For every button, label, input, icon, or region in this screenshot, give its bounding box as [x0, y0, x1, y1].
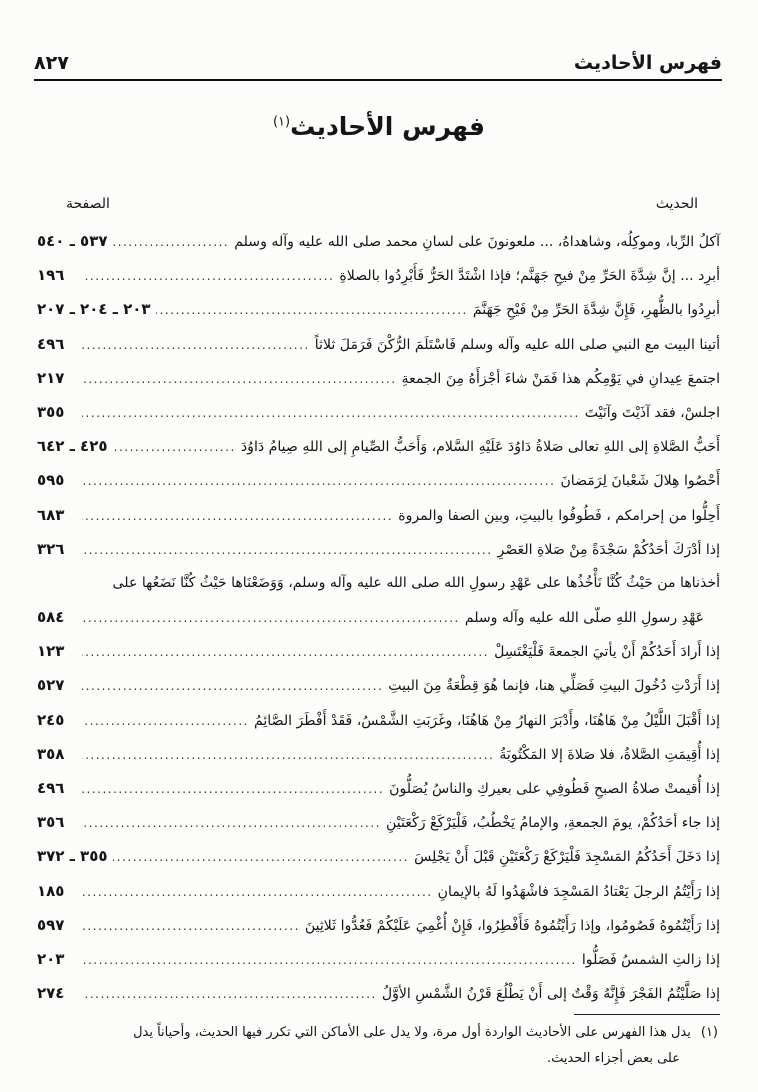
entry-page: ١٢٣: [37, 642, 65, 661]
entry-text: اجتمعَ عِيدانِ في يَوْمِكُم هذا فَمَنْ شاءَ أجْزأَهُ مِنَ الجمعةِ: [401, 370, 720, 387]
entry-page: ٢١٧: [37, 368, 65, 387]
dot-leader: [82, 943, 577, 977]
dot-leader: [82, 464, 555, 498]
list-item: [37, 498, 720, 532]
footnote: [40, 1020, 718, 1072]
list-item: [37, 976, 720, 1010]
entry-text: إذا صَلَّيْتُمُ الفَجْرَ فَإِنَّهُ وَقْتٌ إلى أَنْ يَطْلُعَ قَرْنُ الشَّمْسِ الأوَّلُ: [381, 986, 720, 1003]
entry-page: ٥٩٧: [37, 915, 65, 934]
page-number: ٨٢٧: [34, 52, 69, 74]
entry-text: إذا رَأَيْتُمُ الرجلَ يَعْتادُ المَسْجِدَ فاشْهَدُوا لَهُ بالإيمانِ: [437, 883, 720, 900]
entry-page: ١٨٥: [37, 881, 65, 900]
page-column-header: الصفحة: [66, 196, 110, 212]
list-item: [37, 258, 720, 292]
footnote-line-1: يدل هذا الفهرس على الأحاديث الواردة أول مرة، ولا يدل على الأماكن التي تكرر فيها الحديث، وأحياناً يدل: [133, 1025, 691, 1040]
entry-text: إذا أدْرَكَ أحَدُكُمْ سَجْدَةً مِنْ صَلاةِ العَصْرِ: [497, 541, 720, 558]
list-item: [37, 327, 720, 361]
entry-text: إذا أَرادَ أَحَدُكُمْ أَنْ يأتيَ الجمعةَ فَلْيَغْتَسِلْ: [494, 644, 720, 661]
hadith-index-list: [37, 224, 720, 1010]
list-item: [37, 395, 720, 429]
list-item: [37, 737, 720, 771]
list-item: [37, 874, 720, 908]
entry-text: إذا أُقيمتْ صلاةُ الصبحِ فَطُوفِي على بعيركِ والناسُ يُصَلُّونَ: [389, 781, 720, 797]
dot-leader: [82, 738, 494, 772]
list-item: [37, 224, 720, 258]
dot-leader: [82, 875, 433, 909]
dot-leader: [82, 396, 580, 430]
dot-leader: [82, 909, 300, 943]
entry-page: ٢٠٣: [37, 949, 65, 968]
entry-page: ٢٤٥: [37, 710, 65, 729]
hadith-column-header: الحديث: [655, 196, 698, 212]
footnote-rule: [574, 1014, 720, 1015]
entry-page: ٤٢٥ ـ ٦٤٢: [37, 437, 108, 456]
entry-page: ٣٥٥ ـ ٣٧٢: [37, 847, 108, 866]
entry-page: ٢٠٣ ـ ٢٠٤ ـ ٢٠٧: [37, 300, 151, 319]
dot-leader: [113, 430, 236, 464]
list-item: [37, 532, 720, 566]
entry-page: ٥٨٤: [37, 608, 65, 627]
entry-text: أبرِد ... إنَّ شِدَّةَ الحَرِّ مِنْ فيحِ جَهَنَّم؛ فإذا اشْتَدَّ الحَرُّ فَأَبْرِدُوا بالصلاةِ: [339, 268, 720, 285]
dot-leader: [82, 635, 489, 669]
entry-text: أخذناها من حَيْثُ كُنَّا نَأْخُذُها على عَهْدِ رسولِ الله صلى الله عليه وآله وسلم، وَوَضَعْنَاها حَيْثُ كُنَّا نَضَعُها على: [112, 574, 720, 591]
entry-page: ٥٢٧: [37, 676, 65, 695]
entry-text: أتينا البيت مع النبي صلى الله عليه وآله وسلم فَاسْتَلَمَ الرُّكْنَ فَرَمَلَ ثلاثاً: [314, 336, 720, 353]
entry-text: عَهْدِ رسولِ اللهِ صلّى الله عليه وآله وسلم: [464, 610, 704, 627]
header-rule: [34, 79, 722, 81]
dot-leader: [113, 225, 230, 259]
entry-page: ٥٩٥: [37, 471, 65, 490]
list-item: [37, 361, 720, 395]
entry-page: ١٩٦: [37, 266, 65, 285]
entry-text: إذا دَخَلَ أَحَدُكُمُ المَسْجِدَ فَلْيَرْكَعْ رَكْعَتَيْنِ قَبْلَ أَنْ يَجْلِسَ: [414, 849, 720, 866]
entry-page: ٥٣٧ ـ ٥٤٠: [37, 232, 108, 250]
entry-page: ٣٢٦: [37, 539, 65, 558]
list-item: [37, 771, 720, 805]
dot-leader: [82, 328, 310, 362]
dot-leader: [82, 772, 384, 806]
entry-text: أبرِدُوا بالظُّهرِ، فَإِنَّ شِدَّةَ الحَرِّ مِنْ فَيْحِ جَهَنَّمَ: [472, 302, 720, 319]
list-item: [37, 463, 720, 497]
list-item: [37, 634, 720, 668]
entry-page: ٢٧٤: [37, 984, 65, 1003]
running-title: فهرس الأحاديث: [573, 52, 722, 74]
entry-page: ٦٨٣: [37, 505, 65, 524]
list-item: [37, 566, 720, 600]
entry-text: إذا جاء أحَدُكُمْ، يومَ الجمعةِ، والإمامُ يَخْطُبُ، فَلْيَرْكَعْ رَكْعَتَيْنِ: [385, 815, 720, 832]
entry-text: إذا أَقْبَلَ اللَّيْلُ مِنْ هَاهُنَا، وأَدْبَرَ النهارُ مِنْ هَاهُنَا، وغَرَبَتِ الشَّمْسُ، فَقَدْ أَفْطَرَ الصَّائِمُ: [254, 712, 720, 729]
entry-text: اجلسْ، فقد آذَيْتَ وآنَيْتَ: [584, 404, 720, 421]
dot-leader: [82, 259, 334, 293]
entry-text: أَحِلُّوا من إحرامكم ، فَطُوفُوا بالبيتِ، وبين الصفا والمروة: [398, 507, 720, 524]
dot-leader: [82, 806, 381, 840]
footnote-number: (١): [700, 1025, 718, 1040]
list-item-continuation: [37, 600, 720, 634]
list-item: [37, 668, 720, 702]
entry-page: ٤٩٦: [37, 334, 65, 353]
entry-page: ٣٥٦: [37, 813, 65, 832]
list-item: [37, 839, 720, 873]
dot-leader: [82, 362, 397, 396]
list-item: [37, 942, 720, 976]
dot-leader: [82, 533, 493, 567]
dot-leader: [82, 601, 460, 635]
column-headers: [62, 196, 698, 212]
dot-leader: [82, 977, 377, 1011]
entry-text: إذا زالتِ الشمسُ فَصَلُّوا: [581, 951, 720, 968]
entry-page: ٣٥٨: [37, 744, 65, 763]
dot-leader: [156, 293, 468, 327]
entry-page: ٣٥٥: [37, 402, 65, 421]
entry-page: ٤٩٦: [37, 779, 65, 797]
entry-text: أَحْصُوا هِلالَ شَعْبانَ لِرَمَضانَ: [560, 473, 720, 490]
page-title-text: فهرس الأحاديث: [290, 112, 486, 141]
page-title: [0, 112, 758, 141]
title-footnote-marker: (١): [272, 114, 291, 130]
list-item: [37, 429, 720, 463]
dot-leader: [113, 840, 410, 874]
entry-text: إذا أُقِيمَتِ الصَّلاةُ، فلا صَلاةَ إلا المَكْتُوبَةُ: [499, 746, 720, 763]
dot-leader: [82, 499, 393, 533]
footnote-line-2: على بعض أجزاء الحديث.: [547, 1051, 680, 1066]
list-item: [37, 908, 720, 942]
list-item: [37, 292, 720, 326]
dot-leader: [82, 669, 383, 703]
entry-text: إذا أَرَدْتِ دُخُولَ البيتِ فَصَلِّي هنا، فإنما هُوَ قِطْعَةٌ مِنَ البيتِ: [388, 678, 720, 695]
entry-text: أَحَبُّ الصَّلاةِ إلى اللهِ تعالى صَلاةُ دَاوُدَ عَلَيْهِ السَّلام، وَأَحَبُّ الصِّيامِ إلى اللهِ صِيامُ دَاوُدَ: [240, 439, 720, 456]
running-header: [34, 50, 722, 76]
dot-leader: [82, 704, 249, 738]
entry-text: آكلُ الرِّبا، وموكِلُه، وشاهداهُ، ... ملعونونَ على لسانِ محمد صلى الله عليه وآله وسلم: [234, 234, 720, 250]
entry-text: إذا رَأَيْتُمُوهُ فَصُومُوا، وإذا رَأَيْتُمُوهُ فَأَفْطِرُوا، فَإِنْ أُغْمِيَ عَلَيْكُمْ فَعُدُّوا ثَلاثِينَ: [304, 917, 720, 934]
list-item: [37, 703, 720, 737]
list-item: [37, 805, 720, 839]
